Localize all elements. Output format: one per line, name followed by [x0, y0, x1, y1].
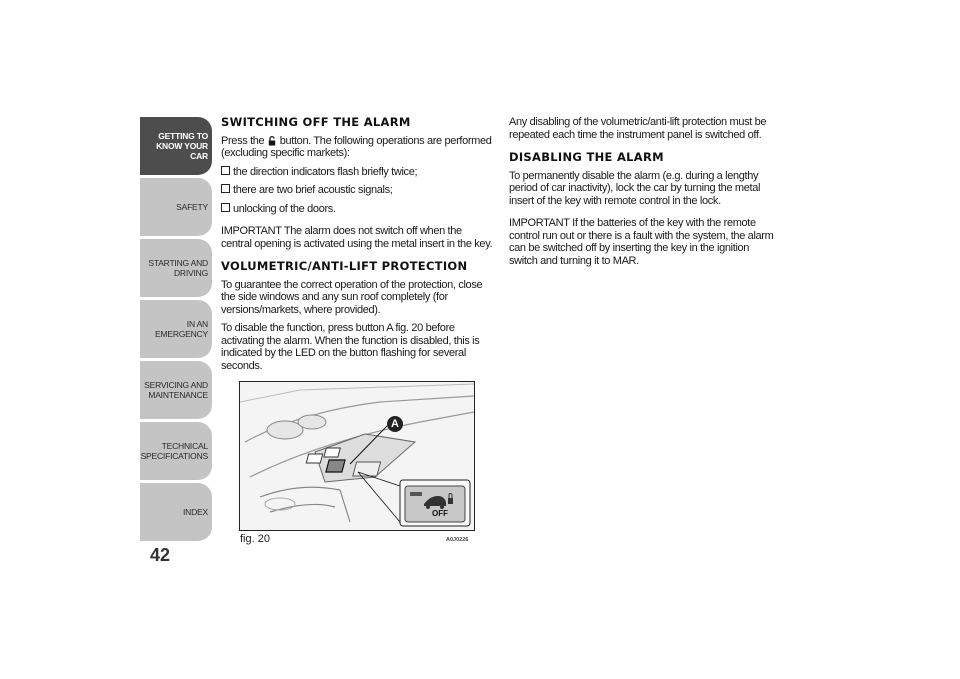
checkbox-bullet-icon — [221, 166, 230, 175]
tab-starting-and-driving[interactable]: STARTING AND DRIVING — [140, 239, 212, 297]
tab-index[interactable]: INDEX — [140, 483, 212, 541]
paragraph-disable-function: To disable the function, press button A fig. 20 before activating the alarm. When the function is disabled, this is indicated by the LED on the button flashing for several seconds. — [221, 322, 480, 372]
page-number: 42 — [150, 545, 171, 565]
list-item: the direction indicators flash briefly twice; — [221, 166, 494, 179]
list-item: unlocking of the doors. — [221, 203, 494, 216]
important-note-batteries: IMPORTANT If the batteries of the key with the remote control run out or there is a fault with the system, the alarm can be switched off by inserting the key in the ignition switch and turning it to MAR. — [509, 217, 774, 267]
figure-20-illustration — [239, 381, 475, 531]
tab-getting-to-know-your-car[interactable]: GETTING TO KNOW YOUR CAR — [140, 117, 212, 175]
chapter-tabs — [140, 117, 212, 544]
important-note-central-opening: IMPORTANT The alarm does not switch off when the central opening is activated using the metal insert in the key. — [221, 225, 493, 250]
heading-volumetric-protection: VOLUMETRIC/ANTI-LIFT PROTECTION — [221, 259, 468, 273]
tab-safety[interactable]: SAFETY — [140, 178, 212, 236]
tab-servicing-and-maintenance[interactable]: SERVICING AND MAINTENANCE — [140, 361, 212, 419]
paragraph-protection-operation: To guarantee the correct operation of the protection, close the side windows and any sun roof completely (for versions/markets, where provided). — [221, 278, 483, 316]
heading-switching-off-alarm: SWITCHING OFF THE ALARM — [221, 115, 411, 129]
checkbox-bullet-icon — [221, 184, 230, 193]
padlock-open-icon — [268, 136, 276, 146]
checkbox-bullet-icon — [221, 203, 230, 212]
paragraph-permanent-disable: To permanently disable the alarm (e.g. during a lengthy period of car inactivity), lock the car by turning the metal insert of the key with remote control in the lock. — [509, 169, 761, 207]
heading-disabling-alarm: DISABLING THE ALARM — [509, 150, 664, 164]
paragraph-disabling-repeat: Any disabling of the volumetric/anti-lift protection must be repeated each time the instrument panel is switched off. — [509, 116, 767, 141]
figure-caption: fig. 20 — [240, 533, 270, 545]
callout-a-badge: A — [387, 416, 403, 432]
right-column — [509, 116, 779, 273]
left-column — [221, 116, 494, 378]
tab-in-an-emergency[interactable]: IN AN EMERGENCY — [140, 300, 212, 358]
list-item: there are two brief acoustic signals; — [221, 184, 494, 197]
off-button-label: OFF — [432, 509, 448, 518]
roof-console-drawing — [240, 382, 474, 530]
tab-technical-specifications[interactable]: TECHNICAL SPECIFICATIONS — [140, 422, 212, 480]
paragraph-press-button: Press the button. The following operations are performed (excluding specific markets): — [221, 134, 492, 159]
figure-code: A0J0226 — [446, 537, 469, 543]
